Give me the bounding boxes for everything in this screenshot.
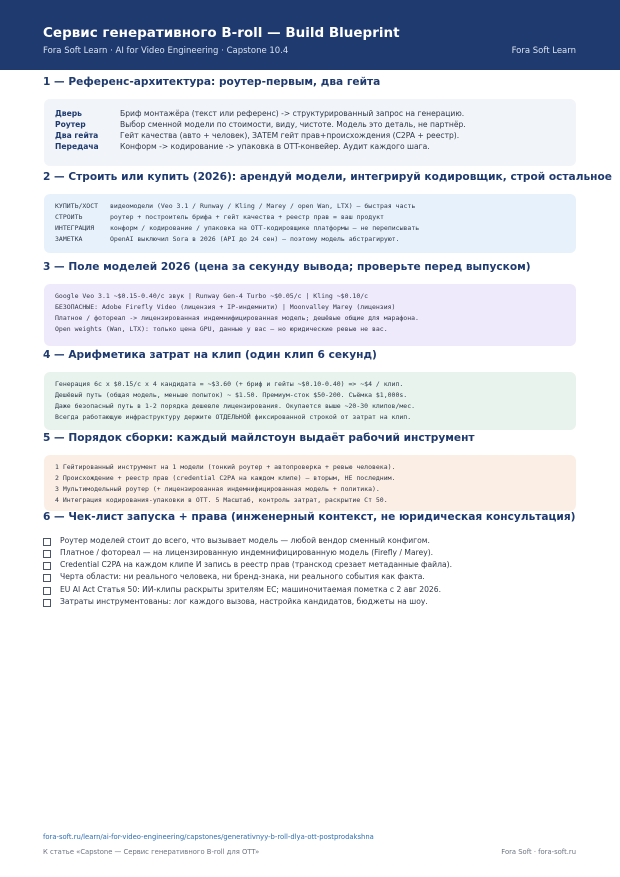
s1-row-value: Гейт качества (авто + человек), ЗАТЕМ гейт прав+происхождения (C2PA + реестр). bbox=[120, 131, 460, 140]
checklist-text: Роутер моделей стоит до всего, что вызывает модель — любой вендор сменный конфигом. bbox=[60, 536, 430, 545]
section-4-heading: 4 — Арифметика затрат на клип (один клип 6 секунд) bbox=[43, 349, 377, 361]
header-brand: Fora Soft Learn bbox=[511, 46, 576, 56]
section-6-heading: 6 — Чек-лист запуска + права (инженерный контекст, не юридическая консультация) bbox=[43, 511, 576, 523]
s1-row-key: Передача bbox=[55, 142, 99, 151]
checklist-text: EU AI Act Статья 50: ИИ-клипы раскрыты зрителям ЕС; машиночитаемая пометка с 2 авг 2026. bbox=[60, 585, 442, 594]
s2-row-key: КУПИТЬ/ХОСТ bbox=[55, 202, 99, 210]
s3-line: Google Veo 3.1 ~$0.15-0.40/с звук | Runway Gen-4 Turbo ~$0.05/с | Kling ~$0.10/с bbox=[55, 292, 369, 300]
s2-row-key: СТРОИТЬ bbox=[55, 213, 83, 221]
s2-row-key: ЗАМЕТКА bbox=[55, 235, 83, 243]
s2-row-value: видеомодели (Veo 3.1 / Runway / Kling / Marey / open Wan, LTX) — быстрая часть bbox=[110, 202, 416, 210]
s1-row-key: Два гейта bbox=[55, 131, 99, 140]
checkbox[interactable] bbox=[43, 538, 51, 546]
section-2-heading: 2 — Строить или купить (2026): арендуй модели, интегрируй кодировщик, строй остальное bbox=[43, 171, 612, 183]
checkbox[interactable] bbox=[43, 562, 51, 570]
section-3-box bbox=[44, 284, 576, 346]
checklist-text: Credential C2PA на каждом клипе И запись в реестр прав (транскод срезает метаданные файла). bbox=[60, 560, 452, 569]
page-title: Сервис генеративного B-roll — Build Blueprint bbox=[43, 25, 400, 41]
s1-row-value: Выбор сменной модели по стоимости, виду, чистоте. Модель это деталь, не партнёр. bbox=[120, 120, 466, 129]
checklist-text: Черта области: ни реального человека, ни бренд-знака, ни реального события как факта. bbox=[60, 572, 425, 581]
footer-article-ref: К статье «Capstone — Сервис генеративного B-roll для OTT» bbox=[43, 848, 260, 856]
s5-line: 4 Интеграция кодирования-упаковки в OTT. 5 Масштаб, контроль затрат, раскрытие Ст 50. bbox=[55, 496, 388, 504]
section-5-heading: 5 — Порядок сборки: каждый майлстоун выдаёт рабочий инструмент bbox=[43, 432, 475, 444]
s2-row-value: OpenAI выключил Sora в 2026 (API до 24 сен) — поэтому модель абстрагируют. bbox=[110, 235, 400, 243]
checkbox[interactable] bbox=[43, 587, 51, 595]
footer-brand: Fora Soft · fora-soft.ru bbox=[501, 848, 576, 856]
section-1-box bbox=[44, 99, 576, 166]
section-1-heading: 1 — Референс-архитектура: роутер-первым, два гейта bbox=[43, 76, 381, 88]
section-5-box bbox=[44, 455, 576, 511]
checkbox[interactable] bbox=[43, 550, 51, 558]
s3-line: БЕЗОПАСНЫЕ: Adobe Firefly Video (лицензия + IP-индемнити) | Moonvalley Marey (лицензия) bbox=[55, 303, 396, 311]
s5-line: 2 Происхождение + реестр прав (credential C2PA на каждом клипе) — вторым, НЕ последним. bbox=[55, 474, 396, 482]
s3-line: Платное / фотореал -> лицензированная индемнифицированная модель; дешёвые общие для марафона. bbox=[55, 314, 419, 322]
checklist-text: Затраты инструментованы: лог каждого вызова, настройка кандидатов, бюджеты на шоу. bbox=[60, 597, 428, 606]
s2-row-key: ИНТЕГРАЦИЯ bbox=[55, 224, 95, 232]
source-link[interactable]: fora-soft.ru/learn/ai-for-video-engineering/capstones/generativnyy-b-roll-dlya-ott-postprodakshna bbox=[43, 833, 374, 841]
s1-row-value: Конформ -> кодирование -> упаковка в OTT-конвейер. Аудит каждого шага. bbox=[120, 142, 430, 151]
s4-line: Всегда работающую инфраструктуру держите ОТДЕЛЬНОЙ фиксированной строкой от затрат на клип. bbox=[55, 413, 412, 421]
s2-row-value: роутер + построитель брифа + гейт качества + реестр прав = ваш продукт bbox=[110, 213, 384, 221]
s1-row-value: Бриф монтажёра (текст или референс) -> структурированный запрос на генерацию. bbox=[120, 109, 465, 118]
s1-row-key: Дверь bbox=[55, 109, 82, 118]
s5-line: 3 Мультимодельный роутер (+ лицензированная индемнифицированная модель + политика). bbox=[55, 485, 380, 493]
s4-line: Даже безопасный путь в 1-2 порядка дешевле лицензирования. Окупается выше ~20-30 клипов/мес. bbox=[55, 402, 416, 410]
checkbox[interactable] bbox=[43, 574, 51, 582]
checkbox[interactable] bbox=[43, 599, 51, 607]
header-banner bbox=[0, 0, 620, 70]
section-3-heading: 3 — Поле моделей 2026 (цена за секунду вывода; проверьте перед выпуском) bbox=[43, 261, 531, 273]
s3-line: Open weights (Wan, LTX): только цена GPU, данные у вас — но юридические ревью не вас. bbox=[55, 325, 388, 333]
checklist-text: Платное / фотореал — на лицензированную индемнифицированную модель (Firefly / Marey). bbox=[60, 548, 434, 557]
s4-line: Генерация 6с x $0.15/с x 4 кандидата = ~$3.60 (+ бриф и гейты ~$0.10-0.40) => ~$4 / клип. bbox=[55, 380, 404, 388]
header-meta: Fora Soft Learn · AI for Video Engineering · Capstone 10.4 bbox=[43, 46, 289, 56]
s2-row-value: конформ / кодирование / упаковка на OTT-кодировщике платформы — не переписывать bbox=[110, 224, 420, 232]
section-2-box bbox=[44, 194, 576, 253]
section-4-box bbox=[44, 372, 576, 430]
s5-line: 1 Гейтированный инструмент на 1 модели (тонкий роутер + автопроверка + ревью человека). bbox=[55, 463, 396, 471]
s4-line: Дешёвый путь (общая модель, меньше попыток) ~ $1.50. Премиум-сток $50-200. Съёмка $1,000s. bbox=[55, 391, 408, 399]
s1-row-key: Роутер bbox=[55, 120, 86, 129]
